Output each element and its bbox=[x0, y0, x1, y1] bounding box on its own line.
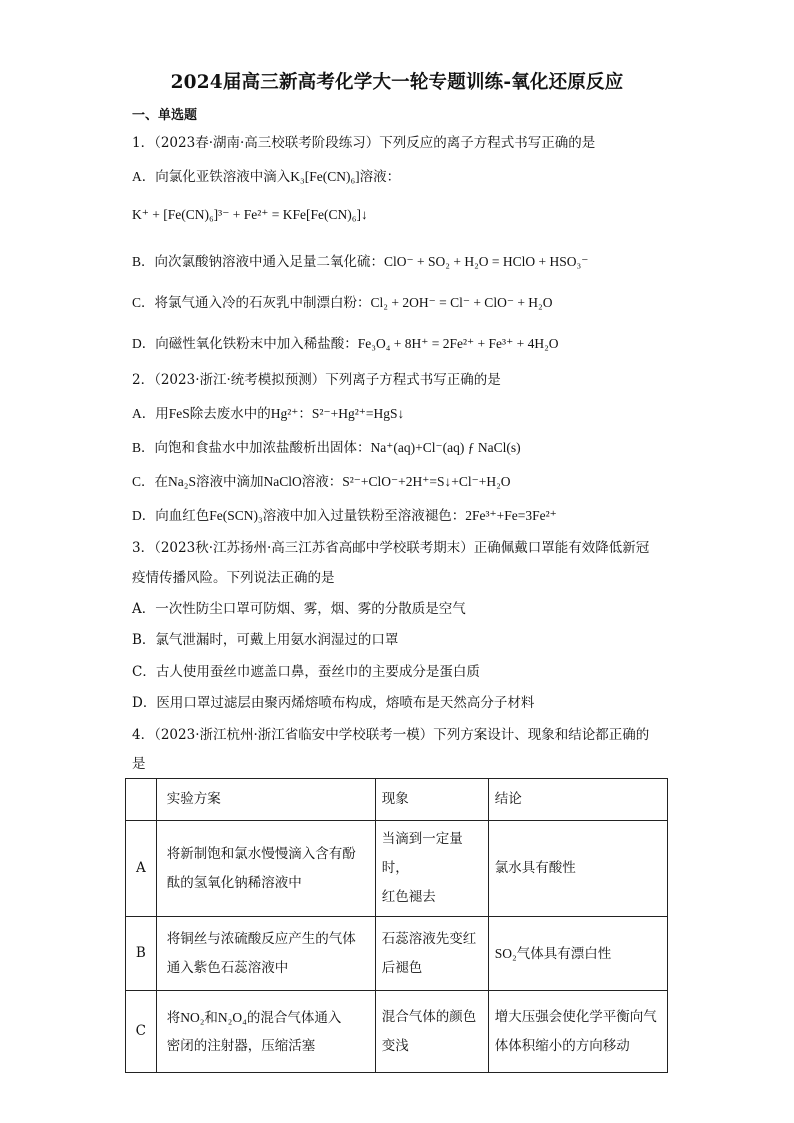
plan-cell bbox=[156, 821, 375, 917]
plan-cell bbox=[156, 917, 375, 991]
q3-option-c: C．古人使用蚕丝巾遮盖口鼻，蚕丝巾的主要成分是蛋白质 bbox=[132, 664, 480, 680]
q1-option-a: A．向氯化亚铁溶液中滴入K₃[Fe(CN)₆]溶液： bbox=[132, 169, 401, 184]
section-heading: 一、单选题 bbox=[132, 108, 198, 123]
table-row bbox=[126, 821, 668, 917]
plan-line: 密闭的注射器，压缩活塞 bbox=[166, 1037, 316, 1054]
experiment-table bbox=[125, 778, 668, 1073]
conclusion-cell bbox=[488, 917, 667, 991]
phenomenon-line: 后褪色 bbox=[381, 959, 423, 976]
plan-line: 将NO₂和N₂O₄的混合气体通入 bbox=[166, 1009, 342, 1025]
conclusion-line: 体体积缩小的方向移动 bbox=[494, 1037, 630, 1054]
conclusion-cell bbox=[488, 821, 667, 917]
phenomenon-cell bbox=[375, 991, 488, 1073]
phenomenon-cell bbox=[375, 917, 488, 991]
q2-option-d: D．向血红色Fe(SCN)₃溶液中加入过量铁粉至溶液褪色：2Fe³⁺+Fe=3Fe²⁺ bbox=[132, 508, 557, 523]
q2-stem: 2．（2023·浙江·统考模拟预测）下列离子方程式书写正确的是 bbox=[132, 372, 501, 388]
table-row bbox=[126, 917, 668, 991]
plan-line: 将新制饱和氯水慢慢滴入含有酚 bbox=[166, 845, 356, 862]
q4-stem-line-1: 4．（2023·浙江杭州·浙江省临安中学校联考一模）下列方案设计、现象和结论都正确的 bbox=[132, 727, 650, 743]
conclusion-cell bbox=[488, 991, 667, 1073]
plan-cell bbox=[156, 991, 375, 1073]
q3-option-b: B．氯气泄漏时，可戴上用氨水润湿过的口罩 bbox=[132, 632, 399, 648]
table-header-cell: 结论 bbox=[488, 779, 667, 821]
q2-option-c: C．在Na₂S溶液中滴加NaClO溶液：S²⁻+ClO⁻+2H⁺=S↓+Cl⁻+H₂O bbox=[132, 474, 511, 489]
table-row bbox=[126, 991, 668, 1073]
plan-line: 酞的氢氧化钠稀溶液中 bbox=[166, 874, 302, 891]
plan-line: 通入紫色石蕊溶液中 bbox=[166, 959, 289, 976]
row-label: A bbox=[126, 821, 157, 917]
conclusion-line: SO₂气体具有漂白性 bbox=[494, 946, 612, 961]
q1-option-b: B．向次氯酸钠溶液中通入足量二氧化硫：ClO⁻ + SO₂ + H₂O = HClO + HSO₃⁻ bbox=[132, 254, 589, 269]
table-header-cell bbox=[126, 779, 157, 821]
phenomenon-line: 当滴到一定量时， bbox=[381, 831, 463, 876]
phenomenon-line: 红色褪去 bbox=[381, 889, 436, 905]
table-header-row bbox=[126, 779, 668, 821]
row-label: C bbox=[126, 991, 157, 1073]
table-header-cell: 实验方案 bbox=[156, 779, 375, 821]
q3-option-a: A．一次性防尘口罩可防烟、雾，烟、雾的分散质是空气 bbox=[132, 601, 466, 617]
q2-option-a: A．用FeS除去废水中的Hg²⁺：S²⁻+Hg²⁺=HgS↓ bbox=[132, 406, 405, 421]
q3-stem-line-2: 疫情传播风险。下列说法正确的是 bbox=[132, 570, 335, 586]
q1-option-c: C．将氯气通入冷的石灰乳中制漂白粉：Cl₂ + 2OH⁻ = Cl⁻ + ClO⁻ + H₂O bbox=[132, 295, 553, 310]
q1-stem: 1．（2023春·湖南·高三校联考阶段练习）下列反应的离子方程式书写正确的是 bbox=[132, 135, 596, 151]
q2-option-b: B．向饱和食盐水中加浓盐酸析出固体：Na⁺(aq)+Cl⁻(aq) ƒ NaCl(s) bbox=[132, 440, 521, 455]
phenomenon-line: 混合气体的颜色 bbox=[381, 1008, 477, 1025]
q3-stem-line-1: 3．（2023秋·江苏扬州·高三江苏省高邮中学校联考期末）正确佩戴口罩能有效降低新冠 bbox=[132, 540, 650, 556]
phenomenon-line: 变浅 bbox=[381, 1037, 409, 1054]
conclusion-line: 氯水具有酸性 bbox=[494, 860, 576, 876]
plan-line: 将铜丝与浓硫酸反应产生的气体 bbox=[166, 930, 356, 947]
row-label: B bbox=[126, 917, 157, 991]
q1-option-a-equation: K⁺ + [Fe(CN)₆]³⁻ + Fe²⁺ = KFe[Fe(CN)₆]↓ bbox=[132, 207, 368, 222]
q1-option-d: D．向磁性氧化铁粉末中加入稀盐酸：Fe₃O₄ + 8H⁺ = 2Fe²⁺ + Fe³⁺ + 4H₂O bbox=[132, 336, 559, 351]
document-title: 2024届高三新高考化学大一轮专题训练-氧化还原反应 bbox=[170, 72, 624, 93]
phenomenon-line: 石蕊溶液先变红 bbox=[381, 930, 477, 947]
phenomenon-cell bbox=[375, 821, 488, 917]
q4-stem-line-2: 是 bbox=[132, 756, 146, 772]
table-header-cell: 现象 bbox=[375, 779, 488, 821]
conclusion-line: 增大压强会使化学平衡向气 bbox=[494, 1008, 657, 1025]
q3-option-d: D．医用口罩过滤层由聚丙烯熔喷布构成，熔喷布是天然高分子材料 bbox=[132, 695, 535, 711]
